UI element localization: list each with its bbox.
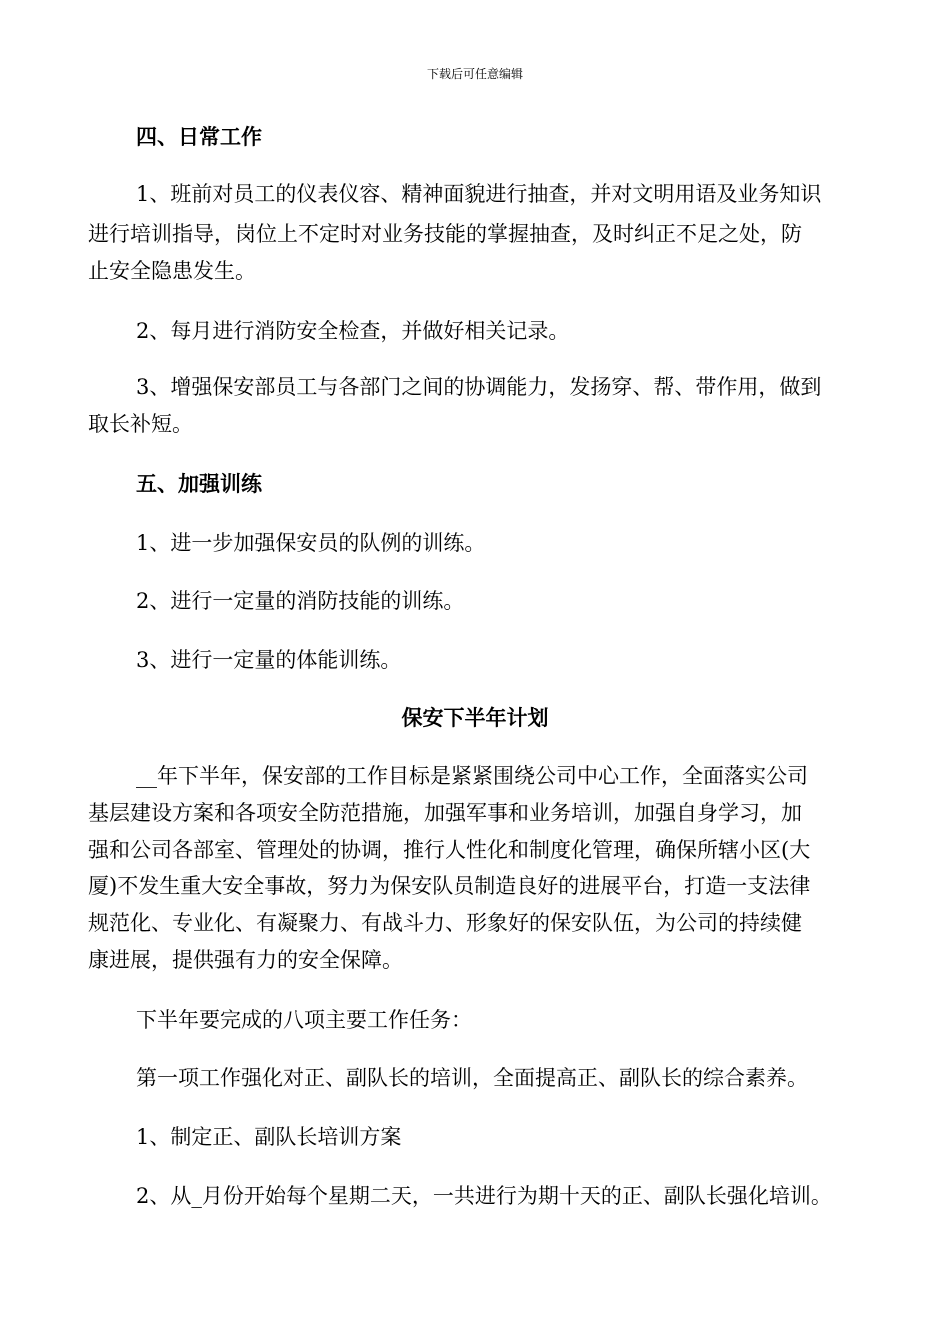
section4-heading: 四、日常工作 bbox=[136, 124, 262, 149]
plan-intro-line2: 基层建设方案和各项安全防范措施，加强军事和业务培训，加强自身学习，加 bbox=[88, 801, 802, 825]
section4-item1-line2: 进行培训指导，岗位上不定时对业务技能的掌握抽查，及时纠正不足之处，防 bbox=[88, 222, 802, 246]
section4-item3-line1: 3、增强保安部员工与各部门之间的协调能力，发扬穿、帮、带作用，做到 bbox=[136, 375, 822, 399]
plan-task1-item2: 2、从_月份开始每个星期二天，一共进行为期十天的正、副队长强化培训。 bbox=[136, 1184, 832, 1208]
plan-intro-line6: 康进展，提供强有力的安全保障。 bbox=[88, 948, 403, 972]
plan-task1: 第一项工作强化对正、副队长的培训，全面提高正、副队长的综合素养。 bbox=[136, 1066, 808, 1090]
section4-item1-line1: 1、班前对员工的仪表仪容、精神面貌进行抽查，并对文明用语及业务知识 bbox=[136, 182, 822, 206]
plan-intro-line3: 强和公司各部室、管理处的协调，推行人性化和制度化管理，确保所辖小区(大 bbox=[88, 838, 811, 862]
plan-intro-line4: 厦)不发生重大安全事故，努力为保安队员制造良好的进展平台，打造一支法律 bbox=[88, 874, 811, 898]
plan-tasks-intro: 下半年要完成的八项主要工作任务： bbox=[136, 1008, 472, 1032]
section5-heading: 五、加强训练 bbox=[136, 471, 262, 496]
section5-item3: 3、进行一定量的体能训练。 bbox=[136, 648, 402, 672]
section5-item2: 2、进行一定量的消防技能的训练。 bbox=[136, 589, 465, 613]
section4-item2: 2、每月进行消防安全检查，并做好相关记录。 bbox=[136, 319, 570, 343]
section4-item3-line2: 取长补短。 bbox=[88, 412, 193, 436]
page-header-note: 下载后可任意编辑 bbox=[426, 67, 523, 81]
section5-item1: 1、进一步加强保安员的队例的训练。 bbox=[136, 531, 486, 555]
plan-intro-line5: 规范化、专业化、有凝聚力、有战斗力、形象好的保安队伍，为公司的持续健 bbox=[88, 911, 802, 935]
plan-intro-line1: __年下半年，保安部的工作目标是紧紧围绕公司中心工作，全面落实公司 bbox=[136, 764, 808, 788]
plan-title: 保安下半年计划 bbox=[401, 705, 549, 730]
section4-item1-line3: 止安全隐患发生。 bbox=[88, 259, 256, 283]
plan-task1-item1: 1、制定正、副队长培训方案 bbox=[136, 1125, 402, 1149]
